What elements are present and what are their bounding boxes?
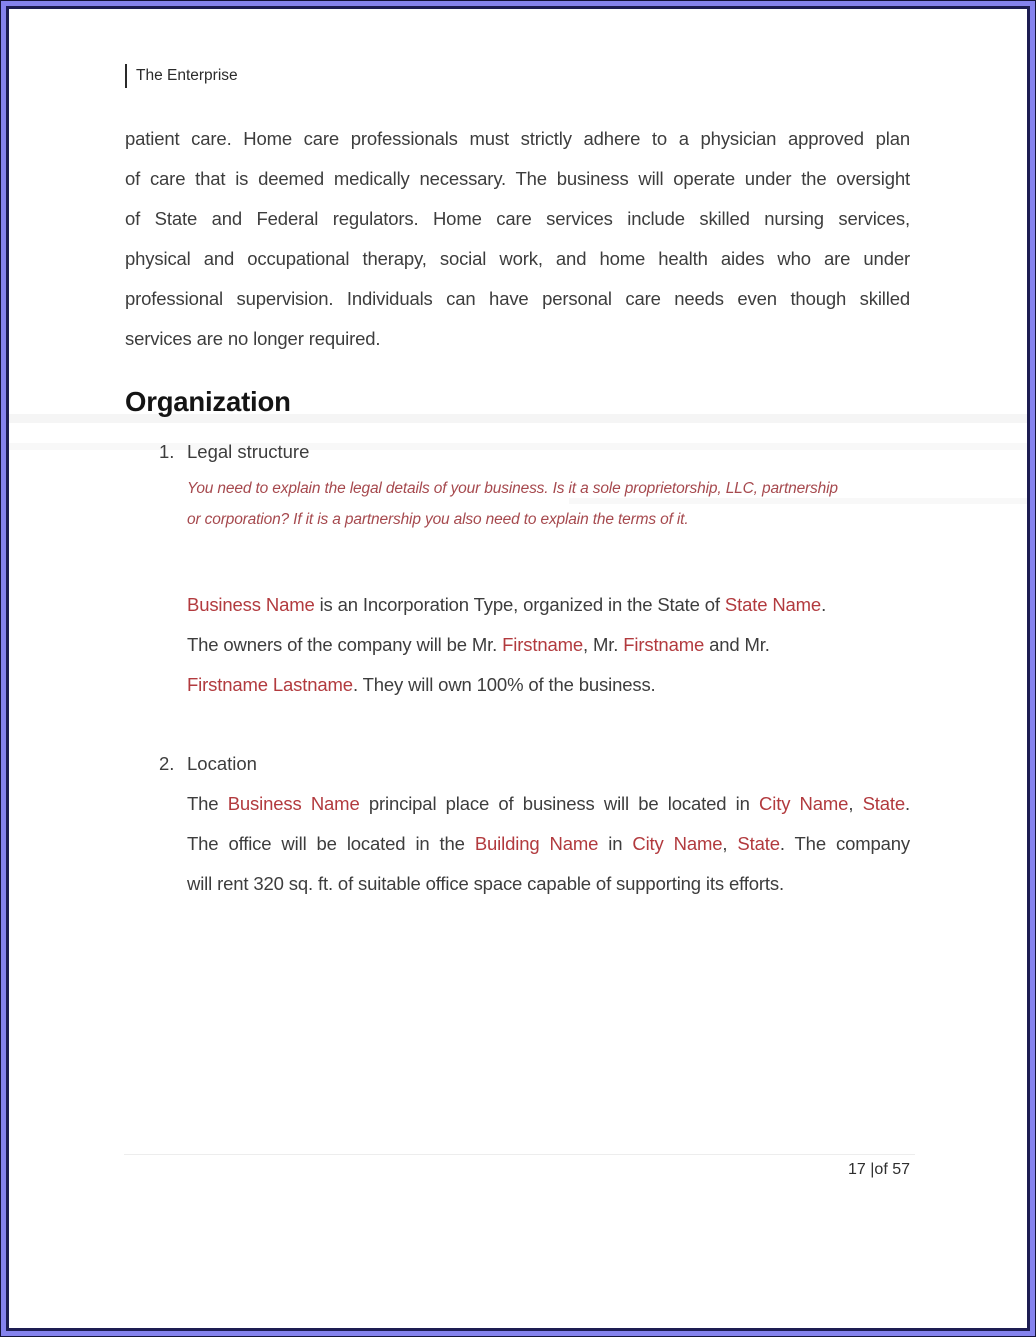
list-item-title: Location [187, 753, 257, 774]
document-header [125, 64, 238, 88]
legal-structure-paragraph: Business Name is an Incorporation Type, organized in the State of State Name. The owners of the company will be Mr. Firstname, Mr. Firstname and Mr. Firstname Lastname. They will own 100% of the business. [187, 594, 827, 695]
footer-divider-line [124, 1154, 915, 1155]
document-page [6, 6, 1030, 1331]
intro-paragraph: patient care. Home care professionals must strictly adhere to a physician approved plan of care that is deemed medically necessary. The business will operate under the oversight of State and Federal regulators. Home care services include skilled nursing services, physical and occupational therapy, social work, and home health aides who are under professional supervision. Individuals can have personal care needs even though skilled services are no longer required. [125, 128, 910, 349]
header-title: The Enterprise [136, 67, 238, 84]
guidance-text: You need to explain the legal details of your business. Is it a sole proprietorship, LLC, partnership or corporation? If it is a partnership you also need to explain the terms of it. [187, 480, 838, 528]
list-number: 1. [159, 441, 175, 462]
list-item-title: Legal structure [187, 441, 310, 462]
page-border-frame [1, 1, 1035, 1336]
location-paragraph: The Business Name principal place of business will be located in City Name, State. The office will be located in the Building Name in City Name, State. The company will rent 320 sq. ft. of suitable office space capable of supporting its efforts. [187, 793, 911, 894]
header-divider-bar [125, 64, 127, 88]
list-number: 2. [159, 753, 175, 774]
section-heading: Organization [125, 386, 291, 417]
list-item-location [159, 753, 257, 775]
list-item-legal-structure [159, 441, 309, 463]
page-number: 17 |of 57 [848, 1161, 910, 1178]
